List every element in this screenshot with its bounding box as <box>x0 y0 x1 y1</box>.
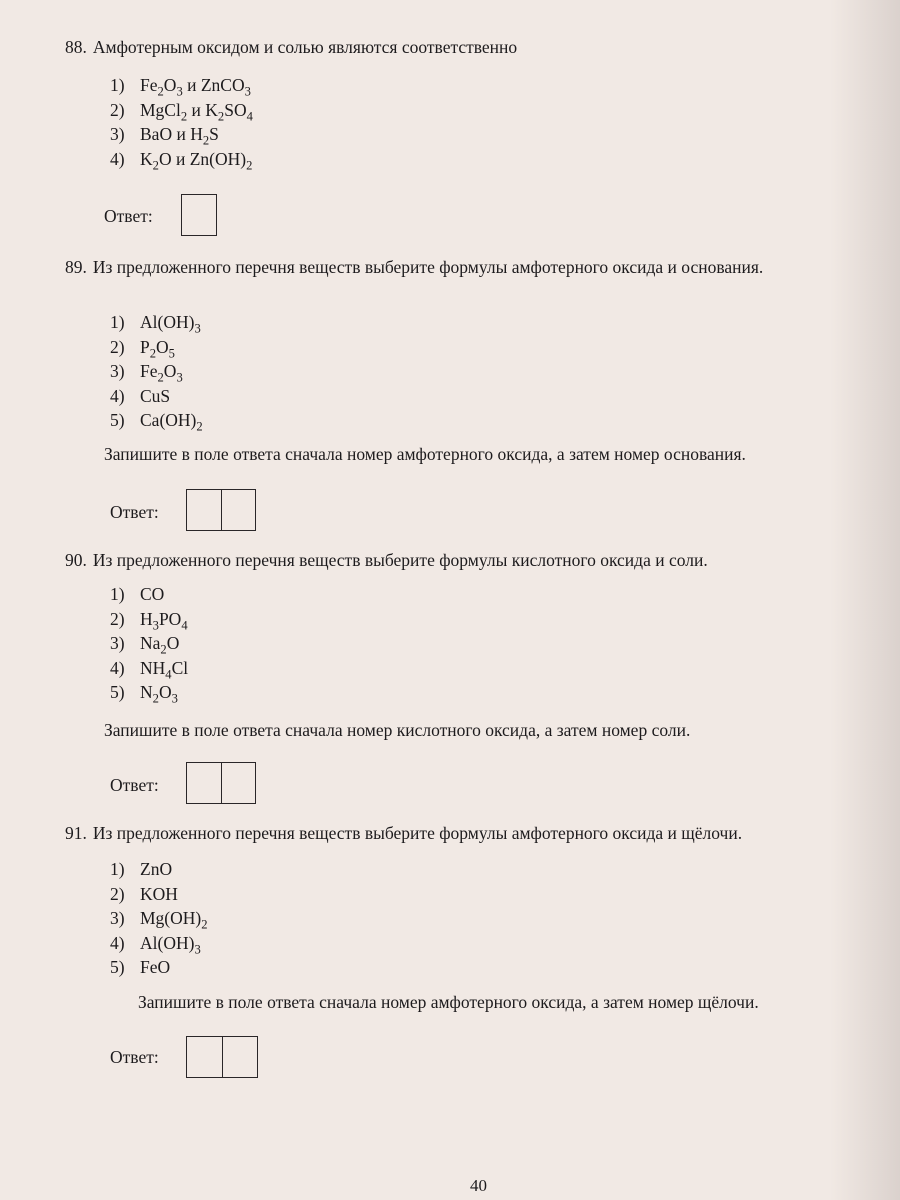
option-item: 1) $Fe_2O_3$ и ZnCO$_3$ <box>110 75 251 99</box>
question-prompt: Из предложенного перечня веществ выберите формулы амфотерного оксида и щёлочи. <box>92 823 743 843</box>
answer-label: Ответ: <box>110 1047 159 1067</box>
question-prompt: Из предложенного перечня веществ выберите формулы амфотерного оксида и основания. <box>92 257 764 277</box>
question-text <box>65 823 742 844</box>
question-instruction: Запишите в поле ответа сначала номер амфотерного оксида, а затем номер щёлочи. <box>138 992 759 1012</box>
option-item: 4) CuS <box>110 385 171 406</box>
page-binding-shadow <box>830 0 900 1200</box>
option-item: 1) ZnO <box>110 859 173 879</box>
options-list <box>110 582 188 705</box>
question-number: 91. <box>65 823 87 843</box>
option-item: 5) FeO <box>110 957 171 977</box>
options-list <box>110 73 253 171</box>
question-prompt: Из предложенного перечня веществ выберите формулы кислотного оксида и соли. <box>92 550 708 570</box>
option-item: 3) $Fe_2O_3$ <box>110 361 183 385</box>
option-item: 1) $Al(OH)_3$ <box>110 312 201 336</box>
option-item: 4) $NH_4Cl$ <box>110 657 189 681</box>
question-number: 88. <box>65 37 87 57</box>
answer-box[interactable] <box>186 489 256 531</box>
option-item: 4) $K_2O$ и $Zn(OH)_2$ <box>110 148 253 172</box>
question-text <box>65 37 517 58</box>
question-number: 90. <box>65 550 87 570</box>
page-number: 40 <box>470 1176 487 1195</box>
option-item: 2) MgCl$_2$ и $K_2SO_4$ <box>110 99 253 123</box>
option-item: 5) $N_2O_3$ <box>110 682 178 706</box>
options-list <box>110 310 203 433</box>
option-item: 3) BaO и $H_2S$ <box>110 124 219 148</box>
answer-box[interactable] <box>186 762 256 804</box>
option-item: 3) $Na_2O$ <box>110 633 180 657</box>
question-instruction: Запишите в поле ответа сначала номер кислотного оксида, а затем номер соли. <box>104 720 691 740</box>
answer-label: Ответ: <box>110 502 159 522</box>
option-item: 4) $Al(OH)_3$ <box>110 932 201 956</box>
answer-box[interactable] <box>181 194 217 236</box>
option-item: 1) CO <box>110 584 165 604</box>
answer-box[interactable] <box>186 1036 258 1078</box>
answer-label: Ответ: <box>104 206 153 226</box>
option-item: 2) KOH <box>110 883 178 904</box>
question-text <box>65 257 840 278</box>
question-prompt: Амфотерным оксидом и солью являются соответственно <box>92 37 518 57</box>
answer-label: Ответ: <box>110 775 159 795</box>
option-item: 2) $H_3PO_4$ <box>110 608 188 632</box>
question-number: 89. <box>65 257 87 277</box>
question-instruction: Запишите в поле ответа сначала номер амфотерного оксида, а затем номер основания. <box>104 444 746 464</box>
question-text <box>65 550 708 571</box>
option-item: 5) $Ca(OH)_2$ <box>110 410 203 434</box>
options-list <box>110 857 208 980</box>
option-item: 2) $P_2O_5$ <box>110 336 175 360</box>
option-item: 3) $Mg(OH)_2$ <box>110 908 208 932</box>
